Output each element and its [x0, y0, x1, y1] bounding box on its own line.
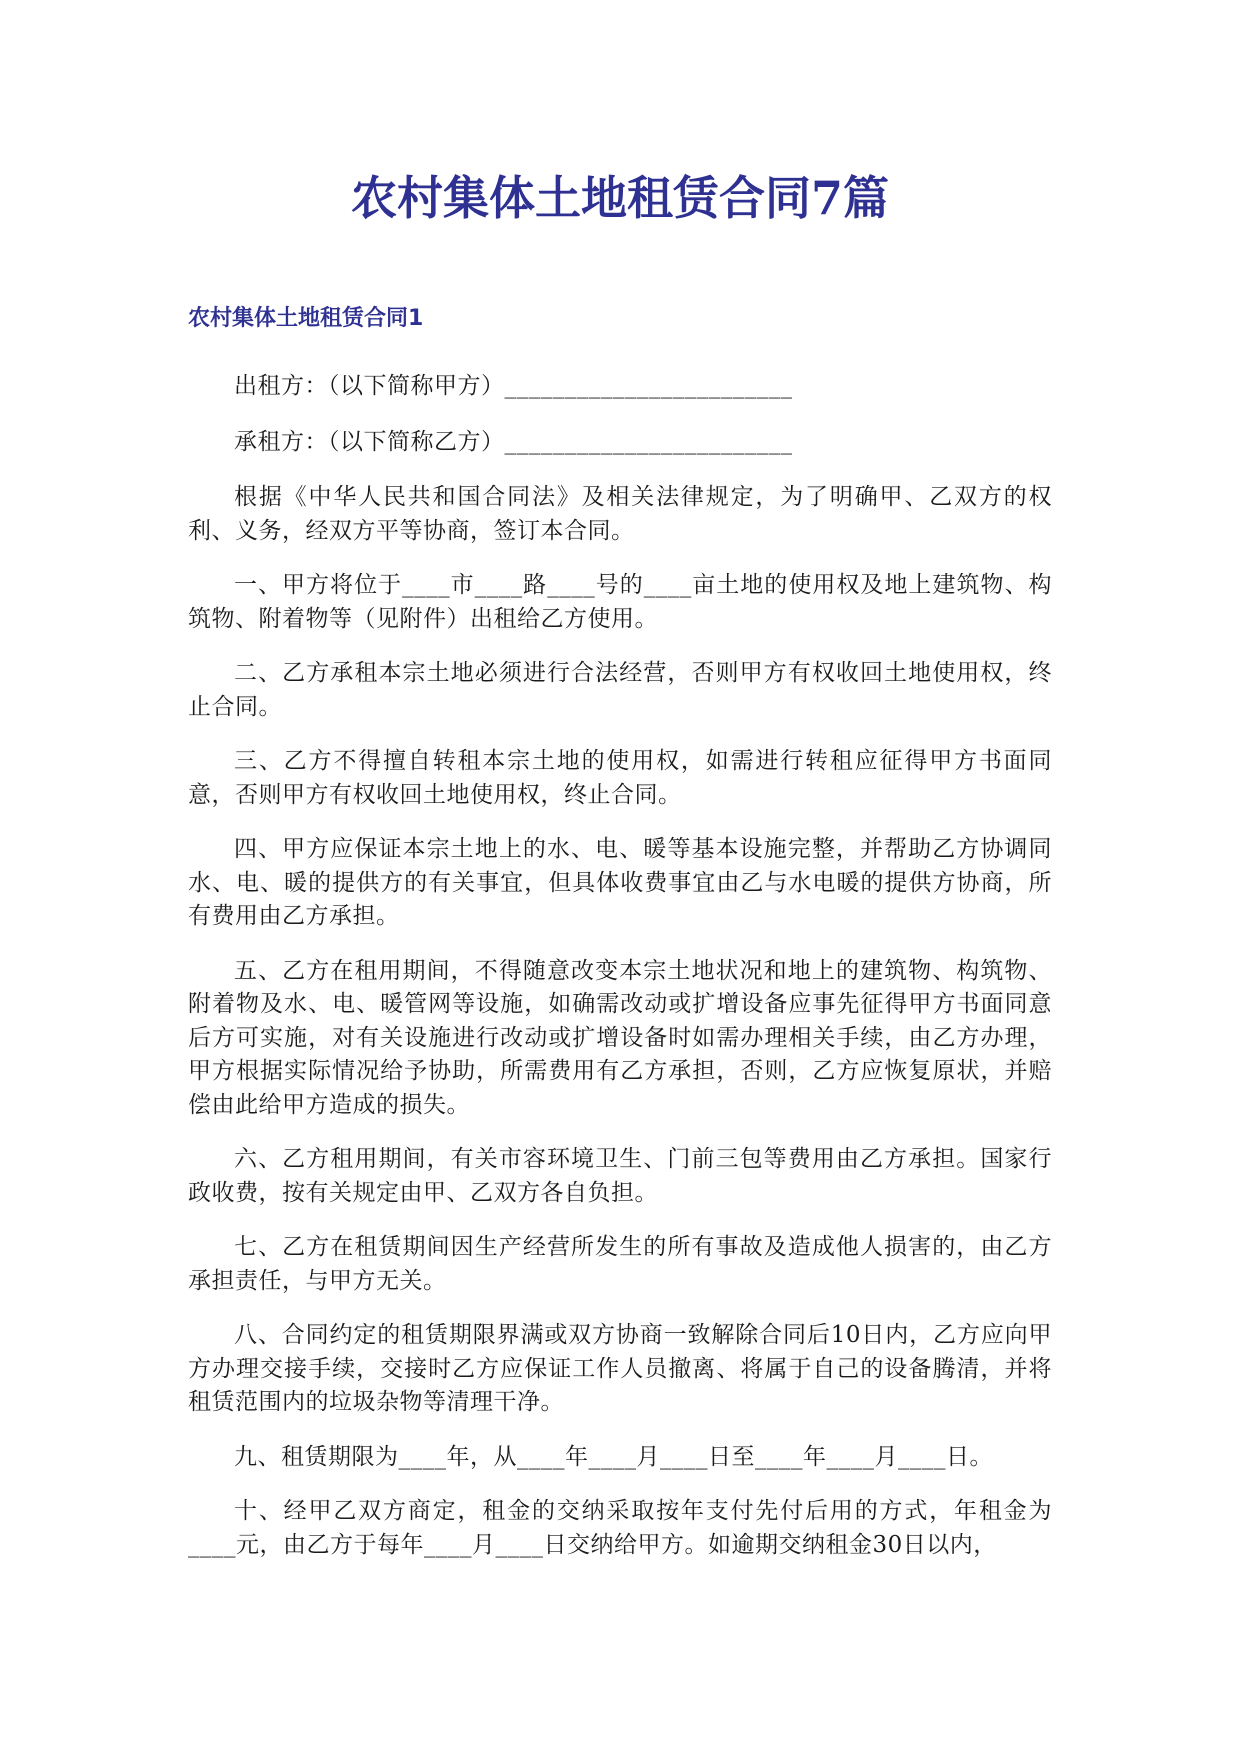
clause-1: 一、甲方将位于____市____路____号的____亩土地的使用权及地上建筑物、构筑物、附着物等（见附件）出租给乙方使用。 — [188, 572, 1052, 632]
clause-6: 六、乙方租用期间，有关市容环境卫生、门前三包等费用由乙方承担。国家行政收费，按有关规定由甲、乙双方各自负担。 — [188, 1146, 1052, 1206]
clause-4: 四、甲方应保证本宗土地上的水、电、暖等基本设施完整，并帮助乙方协调同水、电、暖的提供方的有关事宜，但具体收费事宜由乙与水电暖的提供方协商，所有费用由乙方承担。 — [188, 836, 1052, 929]
clause-8: 八、合同约定的租赁期限界满或双方协商一致解除合同后10日内，乙方应向甲方办理交接手续，交接时乙方应保证工作人员撤离、将属于自己的设备腾清，并将租赁范围内的垃圾杂物等清理干净。 — [188, 1322, 1052, 1415]
clause-5: 五、乙方在租用期间，不得随意改变本宗土地状况和地上的建筑物、构筑物、附着物及水、电、暖管网等设施，如确需改动或扩增设备应事先征得甲方书面同意后方可实施，对有关设施进行改动或扩增设备时如需办理相关手续，由乙方办理，甲方根据实际情况给予协助，所需费用有乙方承担，否则，乙方应恢复原状，并赔偿由此给甲方造成的损失。 — [188, 957, 1052, 1118]
clause-7: 七、乙方在租赁期间因生产经营所发生的所有事故及造成他人损害的，由乙方承担责任，与甲方无关。 — [188, 1234, 1052, 1294]
clause-3: 三、乙方不得擅自转租本宗土地的使用权，如需进行转租应征得甲方书面同意，否则甲方有权收回土地使用权，终止合同。 — [188, 748, 1052, 808]
section-heading: 农村集体土地租赁合同1 — [188, 306, 424, 331]
lessee-field: 承租方：（以下简称乙方）________________________ — [234, 428, 793, 455]
lessor-field: 出租方：（以下简称甲方）________________________ — [234, 373, 793, 399]
contract-body — [188, 370, 1052, 1583]
clause-2: 二、乙方承租本宗土地必须进行合法经营，否则甲方有权收回土地使用权，终止合同。 — [188, 660, 1052, 720]
clause-9: 九、租赁期限为____年，从____年____月____日至____年____月____日。 — [234, 1443, 993, 1470]
clause-10: 十、经甲乙双方商定，租金的交纳采取按年支付先付后用的方式，年租金为____元，由乙方于每年____月____日交纳给甲方。如逾期交纳租金30日以内， — [188, 1498, 1052, 1558]
document-title: 农村集体土地租赁合同7篇 — [350, 171, 889, 225]
preamble-paragraph: 根据《中华人民共和国合同法》及相关法律规定，为了明确甲、乙双方的权利、义务，经双方平等协商，签订本合同。 — [188, 484, 1052, 544]
